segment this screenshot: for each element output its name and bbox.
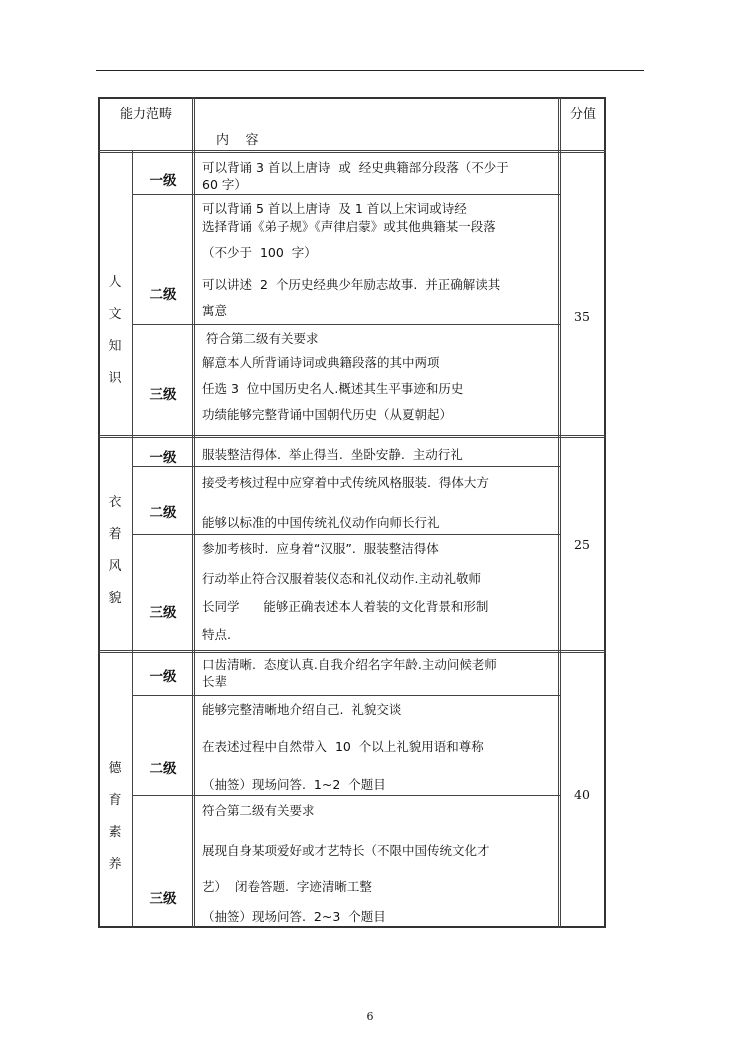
- level-label: 一级: [149, 450, 177, 466]
- content-line: 解意本人所背诵诗词或典籍段落的其中两项: [202, 355, 440, 370]
- content-line: （不少于 100 字）: [202, 245, 317, 260]
- content-line: 功绩能够完整背诵中国朝代历史（从夏朝起）: [202, 407, 453, 422]
- level-label: 一级: [149, 173, 177, 189]
- level-label: 三级: [149, 891, 177, 907]
- content-line: 可以背诵 3 首以上唐诗 或 经史典籍部分段落（不少于: [202, 160, 509, 175]
- content-line: 展现自身某项爱好或才艺特长（不限中国传统文化才: [202, 843, 490, 858]
- header-content: 内 容: [216, 133, 259, 148]
- score-value: 25: [574, 537, 590, 552]
- header-divider: [98, 150, 606, 153]
- level-label: 一级: [149, 669, 177, 685]
- header-category: 能力范畴: [120, 107, 173, 122]
- level-label: 二级: [149, 761, 177, 777]
- content-line: 口齿清晰. 态度认真.自我介绍名字年龄.主动问候老师: [202, 657, 497, 672]
- content-line: （抽签）现场问答. 2~3 个题目: [202, 909, 386, 924]
- content-line: 符合第二级有关要求: [206, 331, 319, 346]
- score-value: 40: [574, 787, 590, 802]
- section-divider: [98, 650, 606, 653]
- content-line: 任选 3 位中国历史名人.概述其生平事迹和历史: [202, 381, 464, 396]
- row-divider: [132, 695, 560, 696]
- category-yizhuo: 衣 着 风 貌: [108, 495, 122, 606]
- ability-table: [98, 97, 606, 928]
- content-line: 选择背诵《弟子规》《声律启蒙》或其他典籍某一段落: [202, 219, 496, 234]
- level-label: 二级: [149, 505, 177, 521]
- level-label: 三级: [149, 387, 177, 403]
- header-score: 分值: [570, 107, 597, 122]
- content-line: 特点.: [202, 627, 231, 642]
- content-line: （抽签）现场问答. 1~2 个题目: [202, 777, 386, 792]
- content-line: 参加考核时. 应身着“汉服”. 服装整洁得体: [202, 541, 439, 556]
- content-line: 可以背诵 5 首以上唐诗 及 1 首以上宋词或诗经: [202, 201, 467, 216]
- content-line: 行动举止符合汉服着装仪态和礼仪动作.主动礼敬师: [202, 571, 481, 586]
- row-divider: [132, 324, 560, 325]
- content-line: 能够完整清晰地介绍自己. 礼貌交谈: [202, 702, 402, 717]
- content-line: 艺） 闭卷答题. 字迹清晰工整: [202, 879, 372, 894]
- row-divider: [132, 795, 560, 796]
- content-line: 在表述过程中自然带入 10 个以上礼貌用语和尊称: [202, 739, 484, 754]
- content-line: 能够以标准的中国传统礼仪动作向师长行礼: [202, 515, 440, 530]
- row-divider: [132, 466, 560, 467]
- content-line: 服装整洁得体. 举止得当. 坐卧安静. 主动行礼: [202, 447, 463, 462]
- row-divider: [132, 194, 560, 195]
- level-label: 二级: [149, 287, 177, 303]
- score-value: 35: [574, 309, 590, 324]
- content-line: 长辈: [202, 674, 228, 689]
- category-renwen: 人 文 知 识: [108, 275, 122, 386]
- section-divider: [98, 435, 606, 438]
- content-line: 寓意: [202, 303, 228, 318]
- content-line: 符合第二级有关要求: [202, 803, 315, 818]
- divider-category: [132, 151, 133, 928]
- divider-score: [558, 97, 561, 928]
- content-line: 可以讲述 2 个历史经典少年励志故事. 并正确解读其: [202, 277, 501, 292]
- page-number: 6: [366, 1010, 374, 1023]
- level-label: 三级: [149, 605, 177, 621]
- category-deyu: 德 育 素 养: [108, 761, 122, 872]
- row-divider: [132, 534, 560, 535]
- content-line: 60 字）: [202, 177, 247, 192]
- content-line: 接受考核过程中应穿着中式传统风格服装. 得体大方: [202, 475, 489, 490]
- content-line: 长同学 能够正确表述本人着装的文化背景和形制: [202, 599, 489, 614]
- header-rule: [96, 70, 644, 71]
